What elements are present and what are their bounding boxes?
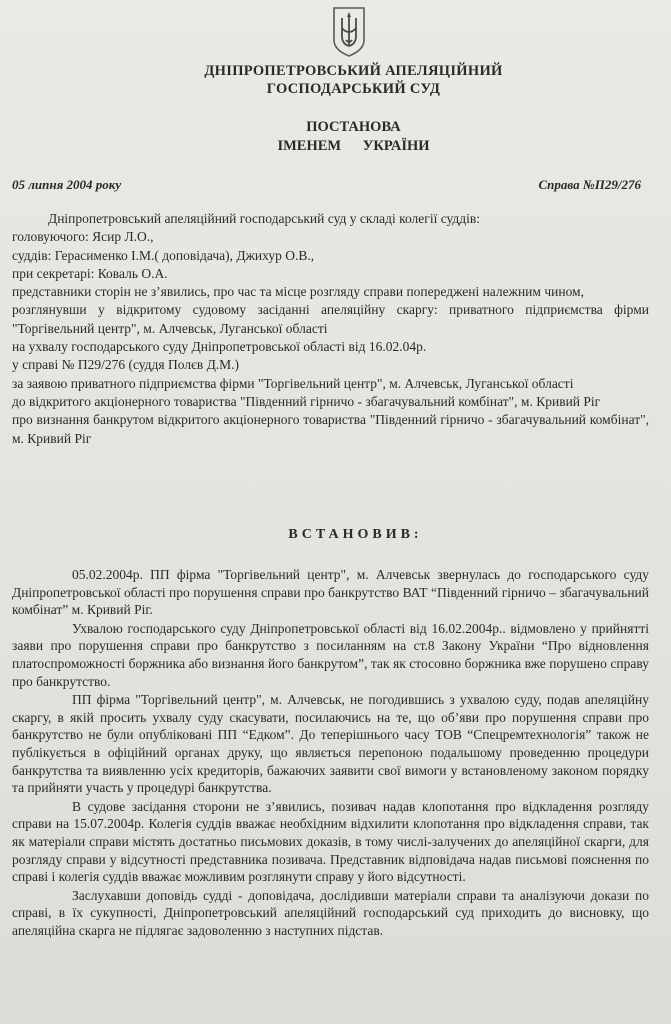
body-paragraph: В судове засідання сторони не з’явились, позивач надав клопотання про відкладення розгляду справи на 15.07.2004р. Колегія суддів вважає необхідним відхилити клопотання про відкладення справи, так як матеріали справи містять достатньо письмових доказів, в тому числі-залучених до апеляційної скарги, для розгляду справи у відсутності представника позивача. Представник відповідача надав письмові пояснення по справі і колегія суддів вважає можливим розглянути справу у його відсутності. — [12, 798, 649, 885]
intro-line: головуючого: Ясир Л.О., — [12, 229, 154, 245]
intro-line: у справі № П29/276 (суддя Полєв Д.М.) — [12, 357, 240, 373]
intro-line: Дніпропетровський апеляційний господарський суд у складі колегії суддів: — [48, 211, 481, 226]
court-name — [0, 62, 671, 98]
intro-line: за заявою приватного підприємства фірми "Торгівельний центр", м. Алчевськ, Луганської області — [12, 375, 574, 391]
intro-block — [12, 210, 649, 448]
intro-line: розглянувши у відкритому судовому засіданні апеляційну скаргу: приватного підприємства фірми "Торгівельний центр", м. Алчевськ, Луганської області — [12, 302, 649, 336]
body-paragraph: ПП фірма "Торгівельний центр", м. Алчевськ, не погодившись з ухвалою суду, подав апеляційну скаргу, в якій просить ухвалу суду скасувати, посилаючись на те, що об’яви про порушення справи про банкрутство не були опубліковані ПП “Едком”. До теперішнього часу ТОВ “Спецремтехнологія” також не публікується в офіційний органах друку, що являється перепоною подальшому проведенню процедури банкрутства та виявленню усіх кредиторів, бажаючих заявити свої вимоги у встановленому законом порядку та прийняти участь у процедурі банкрутства. — [12, 692, 649, 796]
established-heading: ВСТАНОВИВ: — [288, 527, 423, 542]
document-title — [0, 118, 671, 156]
court-name-line-1: ДНІПРОПЕТРОВСЬКИЙ АПЕЛЯЦІЙНИЙ — [204, 63, 503, 79]
in-name-of-ukraine: ІМЕНЕМ УКРАЇНИ — [277, 138, 430, 154]
body-paragraph: 05.02.2004р. ПП фірма "Торгівельний центр", м. Алчевськ звернулась до господарського суду Дніпропетровської області про порушення справи про банкрутство ВАТ “Південний гірничо – збагачувальний комбінат” м. Кривий Ріг. — [12, 567, 649, 618]
intro-line: до відкритого акціонерного товариства "Південний гірничо - збагачувальний комбінат", м. Кривий Ріг — [12, 393, 601, 409]
dateline — [12, 177, 641, 193]
body-paragraph: Заслухавши доповідь судді - доповідача, дослідивши матеріали справи та аналізуючи докази по справі, в їх сукупності, Дніпропетровський апеляційний господарський суд приходить до висновку, що апеляційна скарга не підлягає задоволенню з наступних підстав. — [12, 887, 649, 938]
intro-line: при секретарі: Коваль О.А. — [12, 265, 168, 281]
intro-line: представники сторін не з’явились, про час та місце розгляду справи попереджені належним чином, — [12, 284, 584, 300]
intro-line: суддів: Герасименко І.М.( доповідача), Джихур О.В., — [12, 247, 315, 263]
body-text — [12, 566, 649, 939]
court-name-line-2: ГОСПОДАРСЬКИЙ СУД — [266, 81, 441, 97]
decision-date: 05 липня 2004 року — [12, 177, 122, 192]
case-number: Справа №П29/276 — [538, 177, 641, 192]
intro-line: на ухвалу господарського суду Дніпропетровської області від 16.02.04р. — [12, 339, 427, 355]
trident-emblem-icon — [331, 6, 367, 58]
intro-line: про визнання банкрутом відкритого акціонерного товариства "Південний гірничо - збагачувальний комбінат", м. Кривий Ріг — [12, 412, 649, 446]
doc-type: ПОСТАНОВА — [306, 119, 401, 135]
body-paragraph: Ухвалою господарського суду Дніпропетровської області від 16.02.2004р.. відмовлено у прийнятті заяви про порушення справи про банкрутство з посиланням на ст.8 Закону України “Про відновлення платоспроможності боржника або визнання його банкрутом”, так як стосовно боржника вже порушено справу про банкрутство. — [12, 620, 649, 689]
